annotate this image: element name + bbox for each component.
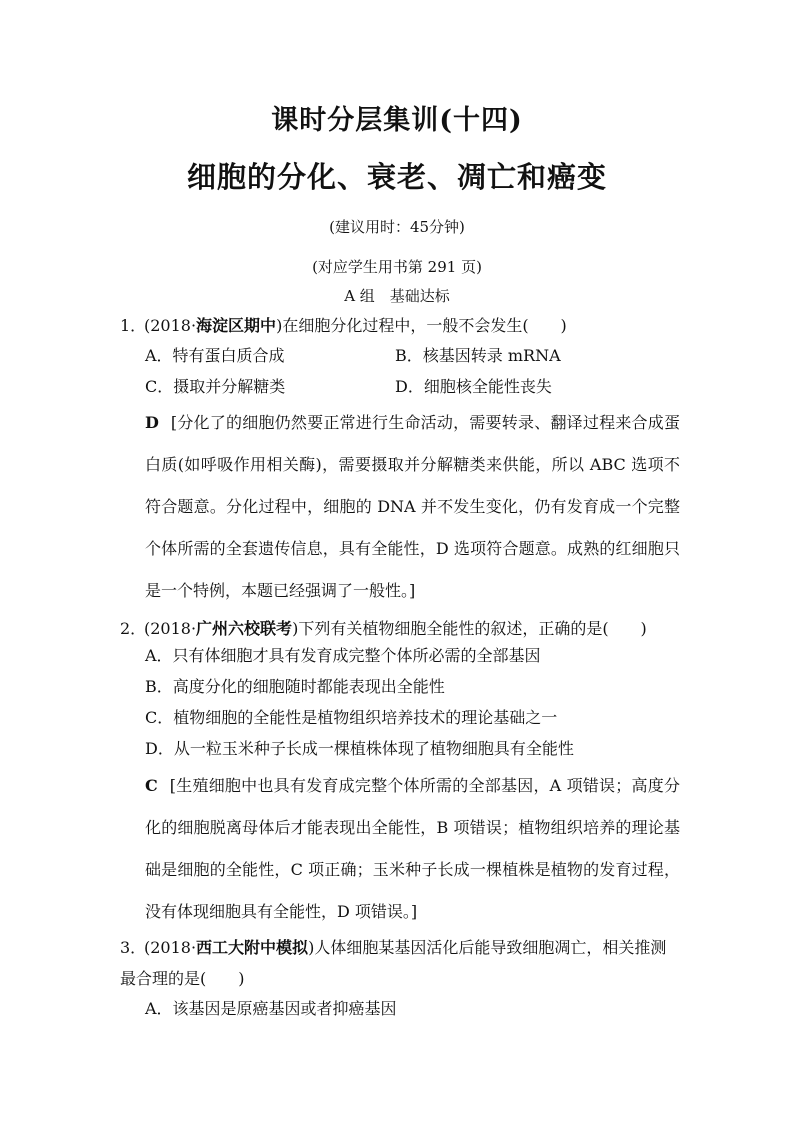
- question-source-suffix: ): [292, 619, 299, 638]
- question-text: 人体细胞某基因活化后能导致细胞凋亡，相关推测最合理的是( ): [120, 938, 667, 988]
- page-title: 课时分层集训(十四): [271, 105, 523, 136]
- question-1-option-c: C．摄取并分解糖类: [145, 377, 286, 396]
- answer-letter: C: [145, 776, 158, 795]
- question-2-stem: [120, 613, 680, 644]
- question-1-option-d: D．细胞核全能性丧失: [395, 377, 552, 396]
- question-3-stem: [120, 932, 680, 994]
- question-text: 在细胞分化过程中，一般不会发生( ): [282, 316, 567, 335]
- question-number: 3．: [120, 938, 147, 957]
- page-subtitle: 细胞的分化、衰老、凋亡和癌变: [186, 160, 607, 194]
- question-2-option-c: C．植物细胞的全能性是植物组织培养技术的理论基础之一: [145, 708, 558, 727]
- question-1-answer: [145, 402, 680, 612]
- question-text: 下列有关植物细胞全能性的叙述，正确的是( ): [298, 619, 647, 638]
- question-1-stem: [120, 310, 680, 341]
- question-source-suffix: ): [308, 938, 315, 957]
- question-source-prefix: (2018·: [144, 619, 197, 638]
- question-source-suffix: ): [276, 316, 283, 335]
- question-1-option-b: B．核基因转录 mRNA: [395, 346, 561, 365]
- answer-letter: D: [145, 413, 159, 432]
- question-1-option-a: A．特有蛋白质合成: [145, 346, 285, 365]
- question-3-option-a: A．该基因是原癌基因或者抑癌基因: [145, 999, 397, 1018]
- question-source: 西工大附中模拟: [196, 938, 309, 957]
- question-2-option-b: B．高度分化的细胞随时都能表现出全能性: [145, 677, 445, 696]
- answer-explanation: [生殖细胞中也具有发育成完整个体所需的全部基因，A 项错误；高度分化的细胞脱离母体后才能表现出全能性，B 项错误；植物组织培养的理论基础是细胞的全能性，C 项正确；玉米种子长成一棵植株是植物的发育过程，没有体现细胞具有全能性，D 项错误。]: [145, 776, 680, 921]
- question-number: 1．: [120, 316, 147, 335]
- question-source-prefix: (2018·: [144, 316, 197, 335]
- question-2-option-a: A．只有体细胞才具有发育成完整个体所必需的全部基因: [145, 646, 541, 665]
- question-2-option-d: D．从一粒玉米种子长成一棵植株体现了植物细胞具有全能性: [145, 739, 574, 758]
- question-number: 2．: [120, 619, 147, 638]
- answer-explanation: [分化了的细胞仍然要正常进行生命活动，需要转录、翻译过程来合成蛋白质(如呼吸作用相关酶)，需要摄取并分解糖类来供能，所以 ABC 选项不符合题意。分化过程中，细胞的 DNA 并不发生变化，仍有发育成一个完整个体所需的全套遗传信息，具有全能性，D 选项符合题意。成熟的红细胞只是一个特例，本题已经强调了一般性。]: [145, 413, 680, 600]
- group-label: A 组 基础达标: [344, 287, 450, 305]
- question-source-prefix: (2018·: [144, 938, 197, 957]
- book-reference: (对应学生用书第 291 页): [312, 258, 482, 276]
- question-source: 海淀区期中: [196, 316, 277, 335]
- question-2-answer: [145, 765, 680, 933]
- suggested-time: (建议用时：45分钟): [329, 218, 465, 236]
- question-source: 广州六校联考: [196, 619, 293, 638]
